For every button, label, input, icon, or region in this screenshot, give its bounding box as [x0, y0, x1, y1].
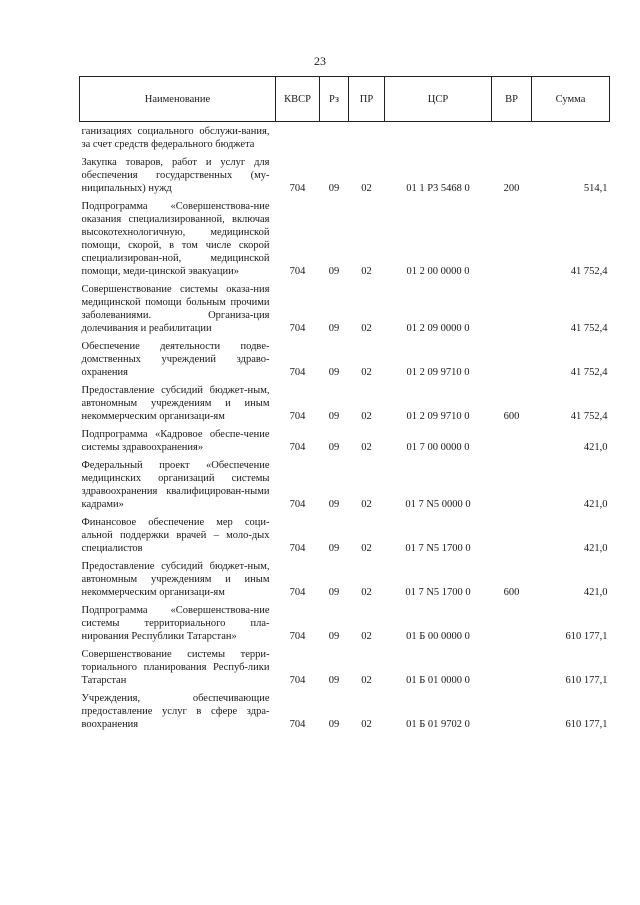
row-rz: 09: [328, 543, 340, 554]
row-pr: 02: [361, 183, 372, 194]
row-pr: 02: [361, 266, 372, 277]
row-name: Закупка товаров, работ и услуг для обеспечения государственных (му-ниципальных) нужд: [81, 157, 270, 194]
row-sum: 610 177,1: [565, 719, 608, 730]
row-kvsr: 704: [289, 367, 306, 378]
row-csr: 01 1 P3 5468 0: [406, 183, 470, 194]
row-name: Финансовое обеспечение мер соци-альной поддержки врачей – моло-дых специалистов: [81, 517, 270, 554]
row-csr: 01 7 N5 0000 0: [405, 499, 471, 510]
row-kvsr: 704: [289, 266, 306, 277]
row-rz: [320, 122, 349, 154]
row-csr: 01 7 00 0000 0: [406, 442, 470, 453]
header-vr: ВР: [492, 77, 532, 122]
row-sum: 421,0: [583, 499, 608, 510]
table-body: [80, 122, 610, 734]
row-rz: 09: [328, 499, 340, 510]
row-pr: 02: [361, 543, 372, 554]
header-pr: ПР: [349, 77, 385, 122]
row-vr: [492, 645, 532, 689]
table-header: [80, 77, 610, 122]
row-kvsr: 704: [289, 675, 306, 686]
table-row: [80, 645, 610, 689]
row-csr: 01 7 N5 1700 0: [405, 587, 471, 598]
row-name: Учреждения, обеспечивающие предоставление услуг в сфере здра-воохранения: [81, 693, 270, 730]
row-sum: 41 752,4: [570, 266, 608, 277]
row-csr: 01 2 09 9710 0: [406, 411, 470, 422]
row-pr: 02: [361, 587, 372, 598]
row-csr: 01 Б 01 0000 0: [406, 675, 470, 686]
row-rz: 09: [328, 411, 340, 422]
row-sum: 421,0: [583, 442, 608, 453]
row-vr: [492, 601, 532, 645]
row-name: Подпрограмма «Совершенствова-ние оказания специализированной, включая высокотехнологичную, медицинской помощи, скорой, в том числе скорой специализирован-ной, медицинской помощи, меди-цинской эвакуации»: [81, 201, 270, 277]
row-name: Подпрограмма «Совершенствова-ние системы территориального пла-нирования Республики Татарстан»: [81, 605, 270, 642]
table-row: [80, 280, 610, 337]
table-row: [80, 122, 610, 154]
header-rz: Рз: [320, 77, 349, 122]
row-pr: 02: [361, 367, 372, 378]
header-csr: ЦСР: [385, 77, 492, 122]
row-rz: 09: [328, 442, 340, 453]
row-kvsr: 704: [289, 323, 306, 334]
row-vr: 600: [503, 411, 520, 422]
row-name: Предоставление субсидий бюджет-ным, автономным учреждениям и иным некоммерческим организаци-ям: [81, 561, 270, 598]
table-row: [80, 689, 610, 733]
row-pr: 02: [361, 719, 372, 730]
row-sum: 421,0: [583, 543, 608, 554]
row-kvsr: 704: [289, 499, 306, 510]
row-name: Совершенствование системы терри-ториального планирования Респуб-лики Татарстан: [81, 649, 270, 686]
row-rz: 09: [328, 323, 340, 334]
row-csr: 01 2 00 0000 0: [406, 266, 470, 277]
row-vr: 600: [503, 587, 520, 598]
table-row: [80, 513, 610, 557]
row-vr: [492, 456, 532, 513]
row-sum: 610 177,1: [565, 631, 608, 642]
table-row: [80, 601, 610, 645]
table-row: [80, 197, 610, 280]
row-kvsr: 704: [289, 631, 306, 642]
row-vr: [492, 425, 532, 456]
row-csr: [385, 122, 492, 154]
row-vr: [492, 122, 532, 154]
row-kvsr: 704: [289, 183, 306, 194]
row-rz: 09: [328, 266, 340, 277]
row-name: Подпрограмма «Кадровое обеспе-чение системы здравоохранения»: [81, 429, 270, 453]
row-pr: 02: [361, 442, 372, 453]
table-row: [80, 153, 610, 197]
row-sum: 41 752,4: [570, 323, 608, 334]
header-sum: Сумма: [532, 77, 610, 122]
row-kvsr: 704: [289, 587, 306, 598]
header-row: [80, 77, 610, 122]
row-kvsr: 704: [289, 719, 306, 730]
row-name: Федеральный проект «Обеспечение медицинских организаций системы здравоохранения квалифицирован-ными кадрами»: [81, 460, 270, 510]
row-csr: 01 Б 00 0000 0: [406, 631, 470, 642]
row-pr: 02: [361, 675, 372, 686]
row-rz: 09: [328, 367, 340, 378]
row-sum: 514,1: [583, 183, 608, 194]
row-kvsr: 704: [289, 411, 306, 422]
row-sum: [532, 122, 610, 154]
row-sum: 421,0: [583, 587, 608, 598]
row-sum: 610 177,1: [565, 675, 608, 686]
row-name: ганизациях социального обслужи-вания, за счет средств федерального бюджета: [81, 126, 270, 150]
table-row: [80, 557, 610, 601]
header-kvsr: КВСР: [276, 77, 320, 122]
table-row: [80, 456, 610, 513]
row-csr: 01 7 N5 1700 0: [405, 543, 471, 554]
table-row: [80, 337, 610, 381]
row-name: Обеспечение деятельности подве-домственных учреждений здраво-охранения: [81, 341, 270, 378]
row-vr: [492, 280, 532, 337]
row-rz: 09: [328, 719, 340, 730]
row-rz: 09: [328, 587, 340, 598]
table-row: [80, 425, 610, 456]
row-rz: 09: [328, 675, 340, 686]
row-vr: [492, 689, 532, 733]
row-pr: 02: [361, 631, 372, 642]
row-pr: 02: [361, 499, 372, 510]
row-kvsr: 704: [289, 442, 306, 453]
row-rz: 09: [328, 631, 340, 642]
budget-table: [79, 76, 610, 733]
row-name: Совершенствование системы оказа-ния медицинской помощи больным прочими заболеваниями. Организа-ция долечивания и реабилитации: [81, 284, 270, 334]
row-kvsr: [276, 122, 320, 154]
row-name: Предоставление субсидий бюджет-ным, автономным учреждениям и иным некоммерческим организаци-ям: [81, 385, 270, 422]
row-vr: [492, 513, 532, 557]
row-sum: 41 752,4: [570, 367, 608, 378]
header-name: Наименование: [80, 77, 276, 122]
row-csr: 01 2 09 9710 0: [406, 367, 470, 378]
row-vr: 200: [503, 183, 520, 194]
row-kvsr: 704: [289, 543, 306, 554]
row-csr: 01 2 09 0000 0: [406, 323, 470, 334]
row-sum: 41 752,4: [570, 411, 608, 422]
row-pr: [349, 122, 385, 154]
row-pr: 02: [361, 323, 372, 334]
row-rz: 09: [328, 183, 340, 194]
row-csr: 01 Б 01 9702 0: [406, 719, 470, 730]
page-number: 23: [314, 54, 326, 68]
row-pr: 02: [361, 411, 372, 422]
table-row: [80, 381, 610, 425]
row-vr: [492, 197, 532, 280]
row-vr: [492, 337, 532, 381]
